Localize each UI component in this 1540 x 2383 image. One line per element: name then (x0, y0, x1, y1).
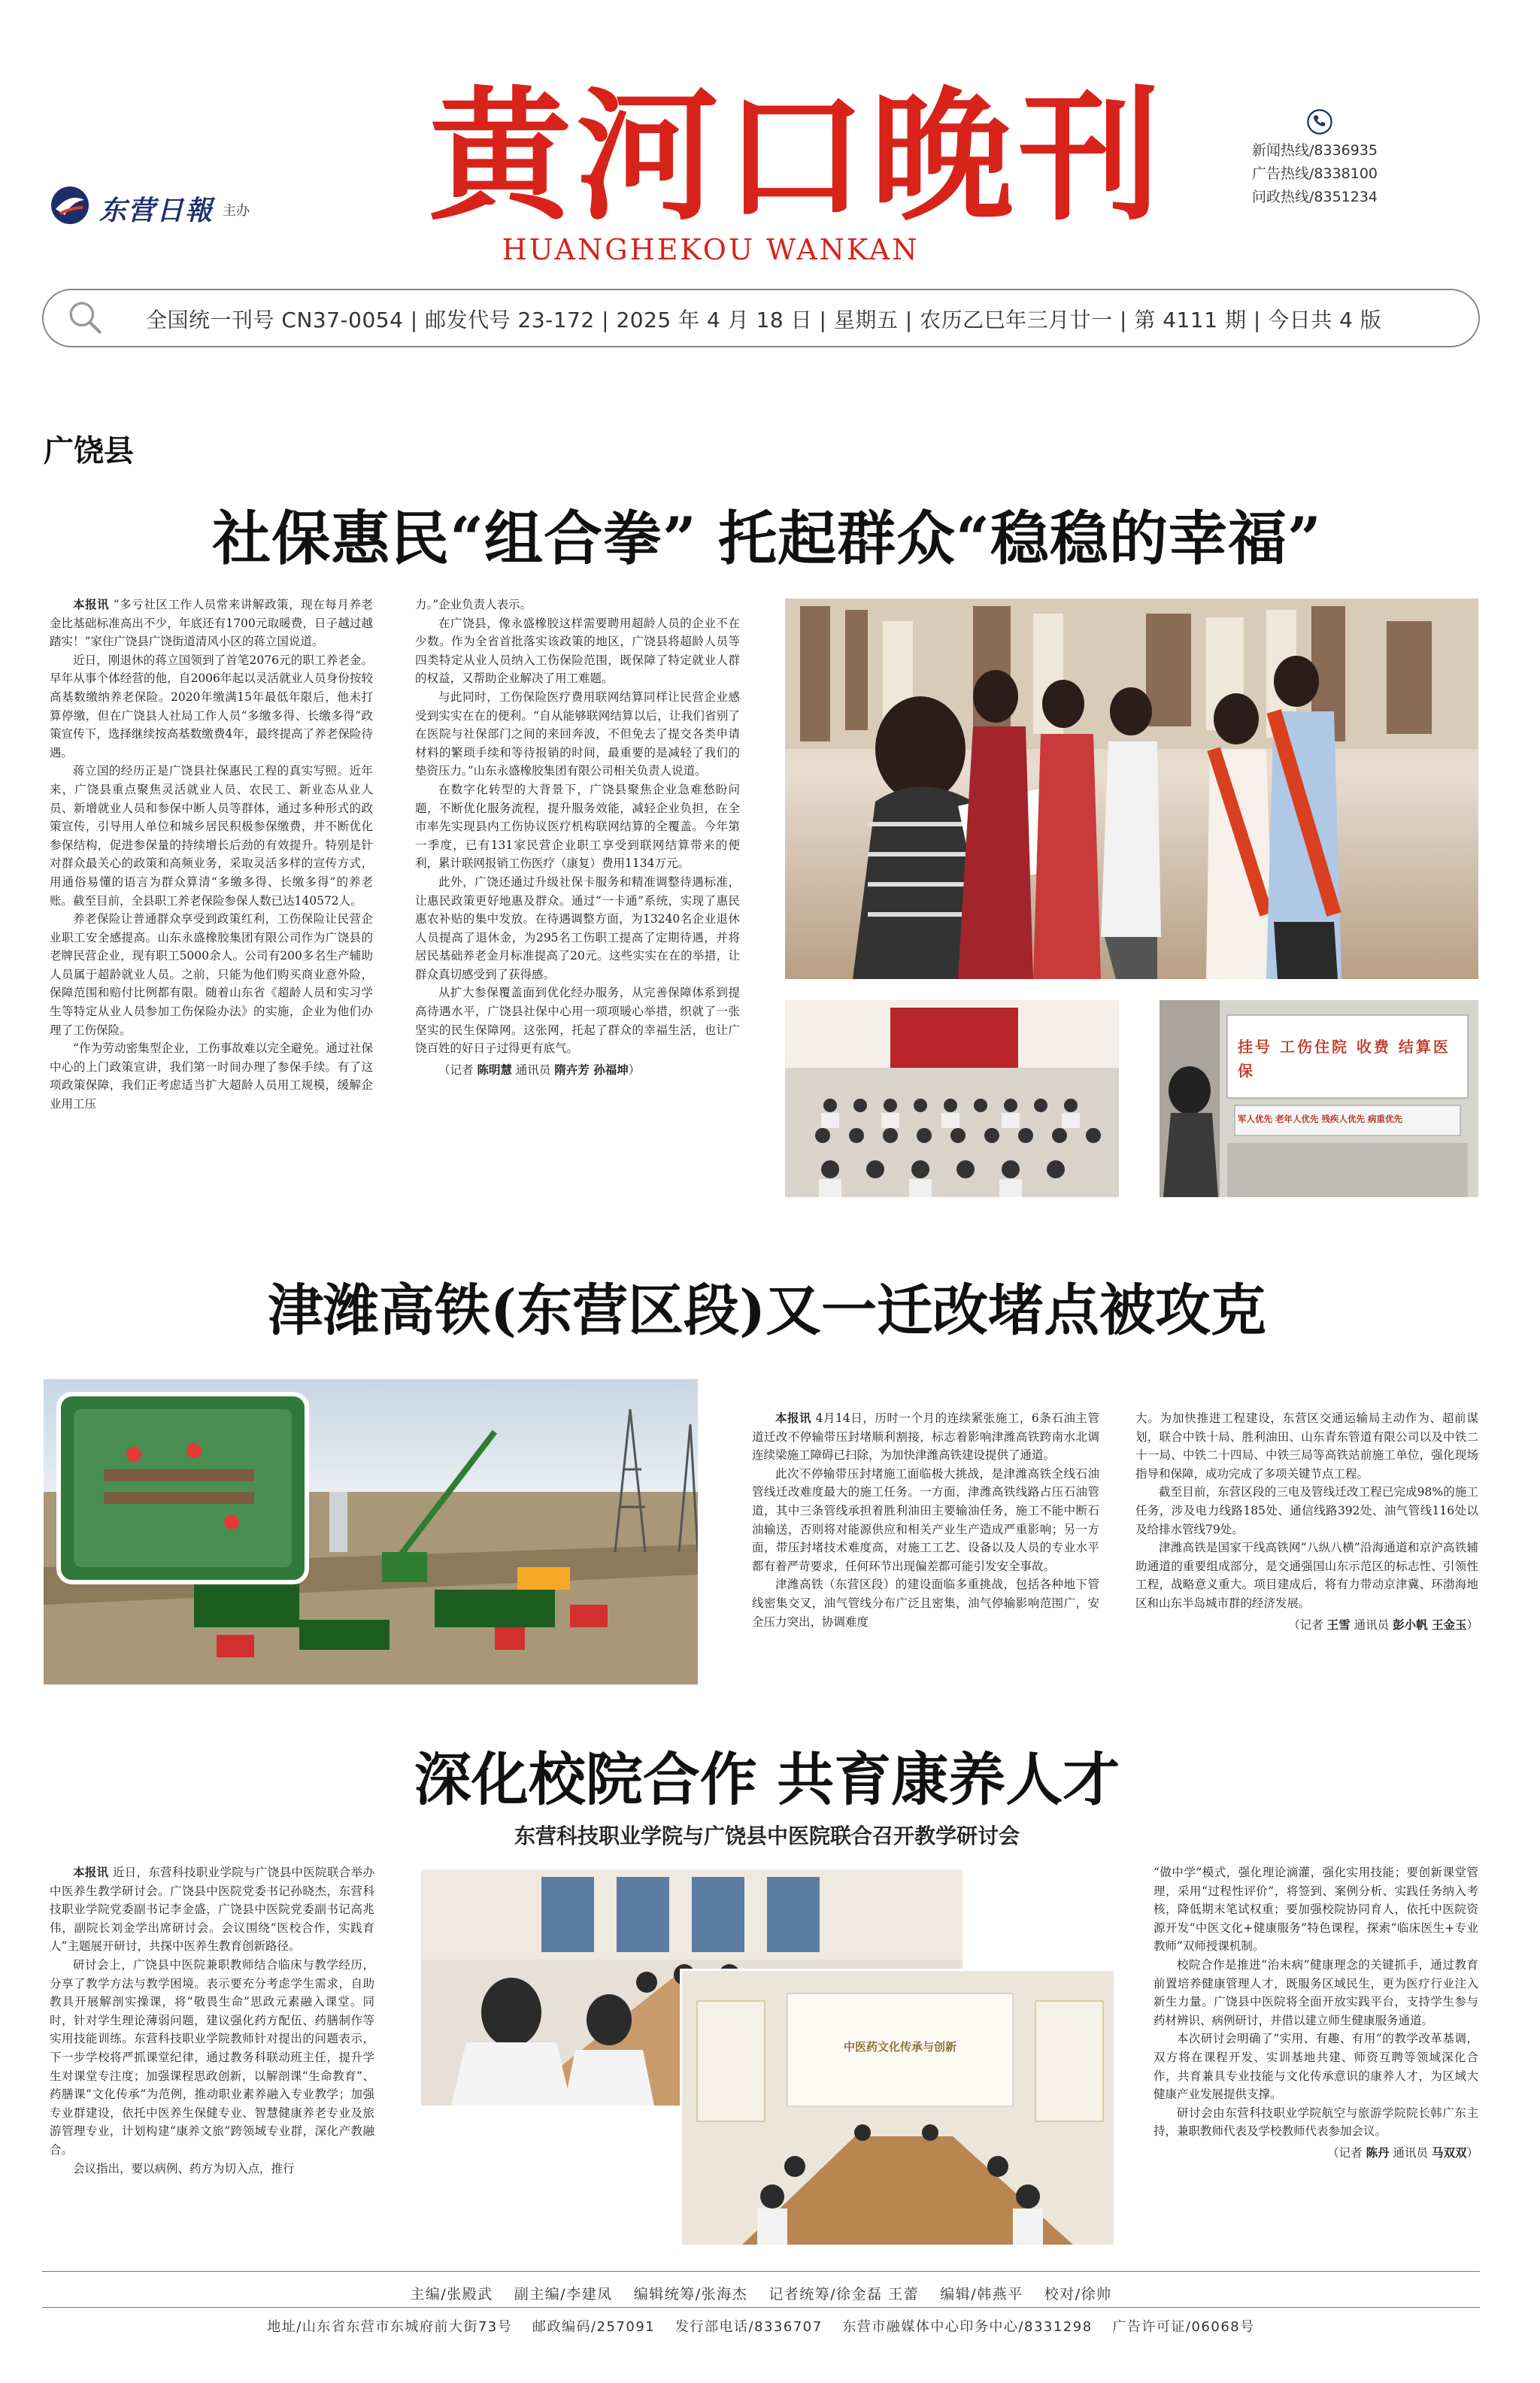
article3-col1 (50, 1863, 374, 2239)
photo-seminar-screen (680, 1969, 1116, 2247)
weekday: 星期五 (833, 308, 899, 332)
article1-para: 近日，刚退休的蒋立国领到了首笔2076元的职工养老金。早年从事个体经营的他，自2006年起以灵活就业人员身份按较高基数缴纳养老保险。2020年缴满15年最低年限后，他未打算停缴，但在广饶县人社局工作人员“多缴多得、长缴多得”政策宣传下，选择继续按高基数缴费4年，最终提高了养老保险待遇。 (50, 653, 373, 759)
article3-para: 会议指出，要以病例、药方为切入点，推行 (73, 2161, 295, 2175)
daily-logo-icon (50, 185, 90, 226)
article3-para: 本次研讨会明确了“实用、有趣、有用”的教学改革基调，双方将在课程开发、实训基地共建、师资互聘等领域深化合作，共育兼具专业技能与文化传承意识的康养人才，为区域大健康产业发展提供支撑。 (1153, 2032, 1478, 2102)
article1-headline: 社保惠民“组合拳” 托起群众“稳稳的幸福” (212, 505, 1322, 573)
photo-service-hall (785, 599, 1478, 979)
article2-para: 截至目前，东营区段的三电及管线迁改工程已完成98%的施工任务，涉及电力线路185处、通信线路392处、油气管线116处以及给排水管线79处。 (1135, 1485, 1478, 1536)
seminar-screen-text: 中医药文化传承与创新 (843, 2040, 956, 2054)
photo-service-window (1160, 1000, 1478, 1197)
article1-para: “作为劳动密集型企业，工伤事故难以完全避免。通过社保中心的上门政策宣讲，我们第一时间办理了参保手续。有了这项政策保障，我们正考虑适当扩大超龄人员用工规模，缓解企业用工压 (50, 1041, 373, 1111)
article2-headline: 津潍高铁(东营区段)又一迁改堵点被攻克 (267, 1278, 1267, 1343)
footer-address: 地址/山东省东营市东城府前大街73号 邮政编码/257091 发行部电话/8336707 东营市融媒体中心印务中心/8331298 广告许可证/06068号 (267, 2319, 1255, 2335)
section-label: 广饶县 (44, 433, 134, 468)
issue-info: 全国统一刊号 CN37-0054 | 邮发代号 23-172 | 2025 年 4 月 18 日 | 星期五 | 农历乙巳年三月廿一 | 第 4111 期 | 今日共 4 版 (146, 308, 1382, 332)
article3-para: 研讨会上，广饶县中医院兼职教师结合临床与教学经历，分享了教学方法与教学困境。表示要充分考虑学生需求，自助教具开展解剖实操课，将“敬畏生命”思政元素融入课堂。同时，针对学生理论薄弱问题，建议强化药方配伍、药膳制作等实用技能训练。东营科技职业学院教师针对提出的问题表示，下一步学校将严抓课堂纪律，通过教务科联动班主任，提升学生对课堂专注度；加强课程思政创新，以解剖课“生命教育”、药膳课“文化传承”为范例，推动职业素养融入专业教学；加强专业群建设，依托中医养生保健专业、智慧健康养老专业及旅游管理专业，计划构建“康养文旅”跨领域专业群，深化产教融合。 (50, 1957, 374, 2157)
article1-para: 在广饶县，像永盛橡胶这样需要聘用超龄人员的企业不在少数。作为全省首批落实该政策的地区，广饶县将超龄人员等四类特定从业人员纳入工伤保险范围，既保障了特定就业人群的权益，又帮助企业解决了用工难题。 (415, 616, 740, 686)
page-count: 今日共 4 版 (1268, 308, 1382, 332)
phone-icon (1307, 109, 1332, 135)
inquiry-hotline: 问政热线/8351234 (1252, 189, 1378, 205)
article3-para: 研讨会由东营科技职业学院航空与旅游学院院长韩广东主持，兼职教师代表及学校教师代表参加会议。 (1153, 2106, 1478, 2139)
sponsor-name: 东营日報 (99, 195, 214, 226)
hotlines (1252, 139, 1478, 209)
masthead-pinyin: HUANGHEKOU WANKAN (502, 233, 920, 266)
article1-para: 养老保险让普通群众享受到政策红利，工伤保险让民营企业职工安全感提高。山东永盛橡胶集团有限公司作为广饶县的老牌民营企业，现有职工5000余人。公司有200多名生产辅助人员属于超龄就业人员。之前，只能为他们购买商业意外险，保障范围和赔付比例都有限。随着山东省《超龄人员和实习学生等特定从业人员参加工伤保险办法》的实施，企业为他们办理了工伤保险。 (50, 912, 373, 1037)
publish-date: 2025 年 4 月 18 日 (616, 308, 813, 332)
article3-byline: （记者 陈丹 通讯员 马双双） (1327, 2145, 1478, 2160)
issue-number: 第 4111 期 (1134, 308, 1247, 332)
article2-para: 津潍高铁（东营区段）的建设面临多重挑战，包括各种地下管线密集交叉，油气管线分布广泛且密集，油气停输影响范围广，安全压力突出，协调难度 (752, 1578, 1099, 1629)
article1-col1 (50, 596, 373, 1197)
window-sign-bottom: 军人优先 老年人优先 残疾人优先 病重优先 (1238, 1114, 1403, 1124)
article3-subheadline: 东营科技职业学院与广饶县中医院联合召开教学研讨会 (514, 1824, 1020, 1848)
photo-railway-construction (44, 1379, 698, 1684)
article3-lead: 本报讯 (73, 1865, 109, 1879)
postal-code: 邮发代号 23-172 (425, 308, 595, 332)
article1-col2 (415, 596, 740, 1197)
article3-para: 近日，东营科技职业学院与广饶县中医院联合举办中医养生教学研讨会。广饶县中医院党委书记孙晓杰，东营科技职业学院党委副书记李金盛，广饶县中医院党委副书记高兆伟，副院长刘金学出席研讨会。会议围绕“医校合作，实践育人”主题展开研讨，共探中医养生教育创新路径。 (50, 1866, 374, 1954)
article2-col1 (752, 1409, 1099, 1665)
article1-lead: 本报讯 (73, 597, 110, 611)
footer-staff: 主编/张殿武 副主编/李建凤 编辑统筹/张海杰 记者统筹/徐金磊 王蕾 编辑/韩燕平 校对/徐帅 (410, 2286, 1112, 2303)
serial-number: 全国统一刊号 CN37-0054 (146, 308, 404, 332)
search-icon (66, 299, 104, 336)
lunar-date: 农历乙巳年三月廿一 (920, 308, 1113, 332)
article1-para: 在数字化转型的大背景下，广饶县聚焦企业急难愁盼问题，不断优化服务流程，提升服务效能，减轻企业负担，在全市率先实现县内工伤协议医疗机构联网结算的全覆盖。今年第一季度，已有131家民营企业职工享受到联网结算带来的便利，累计联网报销工伤医疗（康复）费用1134万元。 (415, 782, 740, 871)
article2-para: 津潍高铁是国家干线高铁网“八纵八横”沿海通道和京沪高铁辅助通道的重要组成部分，是交通强国山东示范区的标志性、引领性工程，战略意义重大。项目建成后，将有力带动京津冀、环渤海地区和山东半岛城市群的经济发展。 (1135, 1541, 1478, 1610)
article1-para: 此外，广饶还通过升级社保卡服务和精准调整待遇标准，让惠民政策更好地惠及群众。通过“一卡通”系统，实现了惠民惠农补贴的集中发放。在待遇调整方面，为13240名企业退休人员提高了退休金，为295名工伤职工提高了定期待遇，并将居民基础养老金月标准提高了20元。这些实实在在的举措，让群众真切感受到了获得感。 (415, 875, 740, 981)
article2-lead: 本报讯 (775, 1411, 812, 1425)
article3-col2 (1153, 1863, 1478, 2239)
news-hotline: 新闻热线/8336935 (1252, 142, 1378, 159)
ad-hotline: 广告热线/8338100 (1252, 165, 1378, 182)
sponsor-label: 主办 (223, 203, 250, 219)
article1-para: “多亏社区工作人员常来讲解政策，现在每月养老金比基础标准高出不少，年底还有1700元取暖费，日子越过越踏实！”家住广饶县广饶街道清风小区的蒋立国说道。 (50, 598, 373, 649)
article1-byline: （记者 陈明慧 通讯员 隋卉芳 孙福坤） (438, 1062, 641, 1077)
masthead-title: 黄河口晚刊 (429, 72, 1166, 240)
article3-para: “做中学”模式，强化理论滴灌，强化实用技能；要创新课堂管理，采用“过程性评价”，将签到、案例分析、实践任务纳入考核，降低期末笔试权重；要加强校院协同育人，依托中医院资源开发“中医文化+健康服务”特色课程，探索“临床医生+专业教师”双师授课机制。 (1153, 1866, 1478, 1954)
window-sign-top: 挂号 工伤住院 收费 结算医保 (1238, 1038, 1451, 1080)
sponsor-logo (50, 183, 275, 229)
footer-rule-mid (42, 2307, 1480, 2308)
article3-headline: 深化校院合作 共育康养人才 (414, 1746, 1120, 1813)
article1-para: 力。”企业负责人表示。 (415, 598, 532, 611)
article2-col2 (1135, 1409, 1478, 1680)
article1-para: 蒋立国的经历正是广饶县社保惠民工程的真实写照。近年来，广饶县重点聚焦灵活就业人员、农民工、新业态从业人员、新增就业人员和参保中断人员等群体，通过多种形式的政策宣传，引导用人单位和城乡居民积极参保缴费，并不断优化参保结构，促进参保量的持续增长后劲的有效提升。特别是针对群众最关心的政策和高频业务，采取灵活多样的宣传方式，用通俗易懂的语言为群众算清“多缴多得、长缴多得”的养老账。截至目前，全县职工养老保险参保人数已达140572人。 (50, 764, 373, 908)
info-bar (42, 289, 1480, 347)
article1-para: 与此同时，工伤保险医疗费用联网结算同样让民营企业感受到实实在在的便利。“自从能够联网结算以后，让我们省别了在医院与社保部门之间的来回奔波，不但免去了提交各类申请材料的繁琐手续和等待报销的时间，最重要的是减轻了我们的垫资压力。”山东永盛橡胶集团有限公司相关负责人说道。 (415, 690, 740, 778)
article2-para: 此次不停输带压封堵施工面临极大挑战，是津潍高铁全线石油管线迁改难度最大的施工任务。一方面，津潍高铁线路占压石油管道，其中三条管线承担着胜利油田主要输油任务，施工不能中断石油输送，否则将对能源供应和相关产业生产造成严重影响；另一方面，带压封堵技术难度高，对施工工艺、设备以及人员的专业水平都有着严苛要求，任何环节出现偏差都可能引发安全事故。 (752, 1466, 1099, 1573)
article2-para: 大。为加快推进工程建设，东营区交通运输局主动作为、超前谋划，联合中铁十局、胜利油田、山东青东管道有限公司以及中铁二十一局、中铁二十四局、中铁三局等高铁站前施工单位，强化现场指导和保障，成功完成了多项关键节点工程。 (1135, 1411, 1478, 1481)
photo-meeting-hall (785, 1000, 1119, 1197)
article3-para: 校院合作是推进“治未病”健康理念的关键抓手，通过教育前置培养健康管理人才，既服务区域民生，更为医疗行业注入新生力量。广饶县中医院将全面开放实践平台，支持学生参与药材辨识、病例研讨，并借以建立师生健康服务通道。 (1153, 1957, 1478, 2027)
footer-rule-top (42, 2271, 1480, 2272)
article1-para: 从扩大参保覆盖面到优化经办服务，从完善保障体系到提高待遇水平，广饶县社保中心用一项项暖心举措，织就了一张坚实的民生保障网。这张网，托起了群众的幸福生活，也让广饶百姓的好日子过得更有底气。 (415, 986, 740, 1056)
article2-byline: （记者 王雪 通讯员 彭小帆 王金玉） (1288, 1617, 1478, 1632)
article2-para: 4月14日，历时一个月的连续紧张施工，6条石油主管道迁改不停输带压封堵顺利割接，标志着影响津潍高铁跨南水北调连续梁施工障碍已扫除，为加快津潍高铁建设提供了通道。 (752, 1411, 1099, 1463)
